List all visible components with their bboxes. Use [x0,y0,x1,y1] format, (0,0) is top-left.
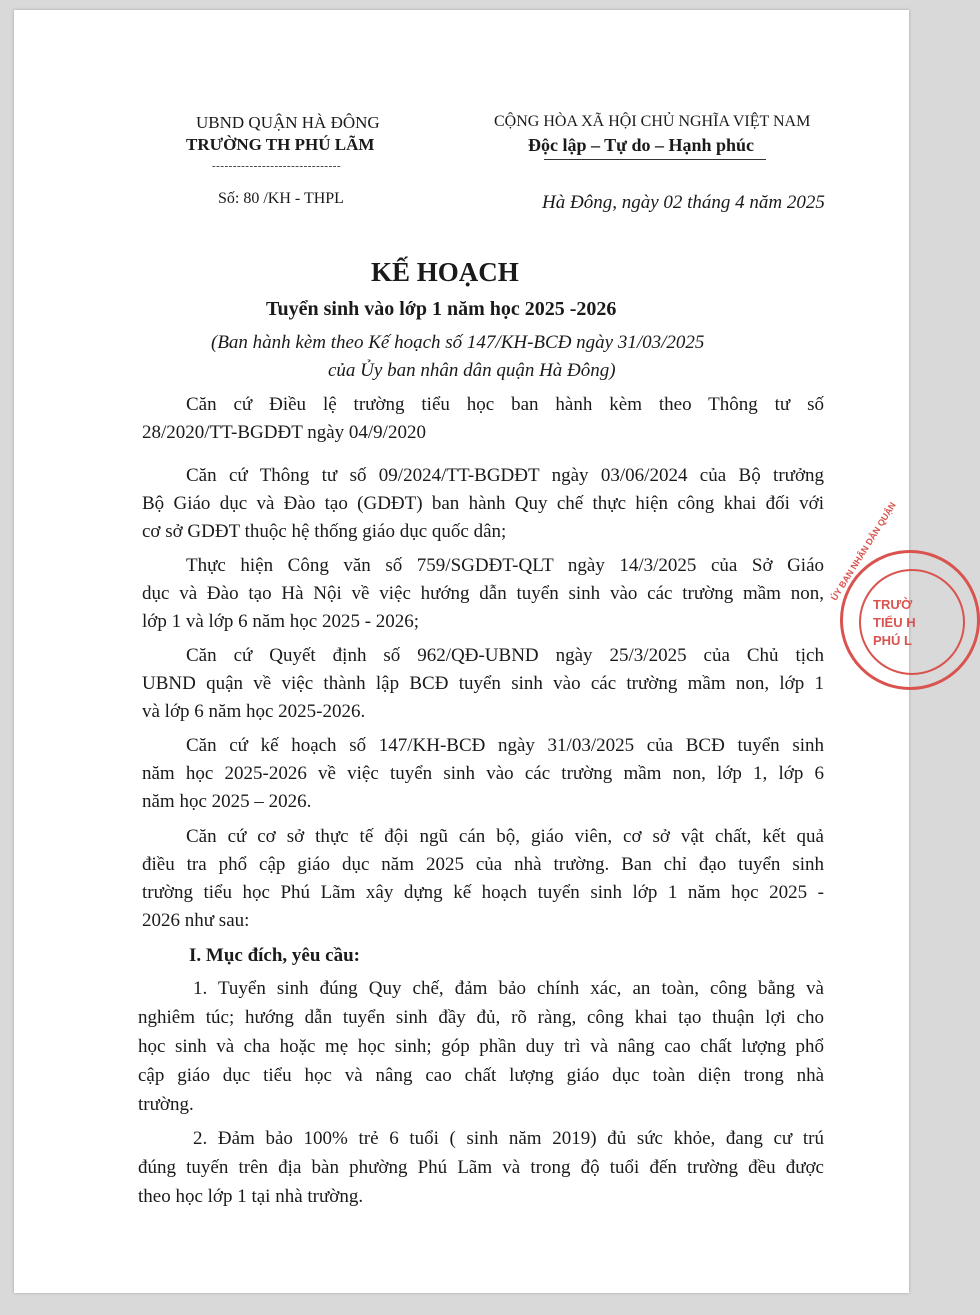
body-line: điều tra phổ cập giáo dục năm 2025 của nhà trường. Ban chỉ đạo tuyển sinh [142,854,824,875]
document-date: Hà Đông, ngày 02 tháng 4 năm 2025 [542,192,825,213]
body-line: lớp 1 và lớp 6 năm học 2025 - 2026; [142,611,420,632]
body-line: UBND quận về việc thành lập BCĐ tuyển sinh vào các trường mầm non, lớp 1 [142,673,824,694]
document-subtitle: Tuyển sinh vào lớp 1 năm học 2025 -2026 [266,298,617,320]
document-title: KẾ HOẠCH [371,257,519,287]
body-line: Căn cứ Thông tư số 09/2024/TT-BGDĐT ngày 03/06/2024 của Bộ trưởng [186,465,824,486]
body-line: năm học 2025-2026 về việc tuyển sinh vào các trường mầm non, lớp 1, lớp 6 [142,763,824,784]
document-page [14,10,916,1293]
body-line: cơ sở GDĐT thuộc hệ thống giáo dục quốc dân; [142,521,507,542]
stamp-ring-text: ỦY BAN NHÂN DÂN QUẬN [829,500,898,603]
body-line: Căn cứ Điều lệ trường tiểu học ban hành kèm theo Thông tư số [186,394,824,415]
issuer-divider: ------------------------------- [212,160,342,172]
body-line: 2026 như sau: [142,910,250,931]
body-line: 28/2020/TT-BGDĐT ngày 04/9/2020 [142,422,426,443]
body-line: Căn cứ Quyết định số 962/QĐ-UBND ngày 25/3/2025 của Chủ tịch [186,645,824,666]
body-line: đúng tuyến trên địa bàn phường Phú Lãm và trong độ tuổi đến trường đều được [138,1157,824,1178]
body-line: trường. [138,1094,194,1115]
body-line: năm học 2025 – 2026. [142,791,312,812]
body-line: nghiêm túc; hướng dẫn tuyển sinh đầy đủ, rõ ràng, công khai tạo thuận lợi cho [138,1007,824,1028]
body-line: Căn cứ kế hoạch số 147/KH-BCĐ ngày 31/03/2025 của BCĐ tuyển sinh [186,735,824,756]
body-line: Bộ Giáo dục và Đào tạo (GDĐT) ban hành Quy chế thực hiện công khai đối với [142,493,824,514]
body-line: 2. Đảm bảo 100% trẻ 6 tuổi ( sinh năm 2019) đủ sức khỏe, đang cư trú [193,1128,824,1149]
body-line: Căn cứ cơ sở thực tế đội ngũ cán bộ, giáo viên, cơ sở vật chất, kết quả [186,826,824,847]
issuer-school: TRƯỜNG TH PHÚ LÃM [186,135,375,154]
document-number: Số: 80 /KH - THPL [218,190,344,207]
body-line: học sinh và cha hoặc mẹ học sinh; góp phần duy trì và nâng cao chất lượng phổ [138,1036,824,1057]
official-stamp [829,500,980,690]
issuer-district: UBND QUẬN HÀ ĐÔNG [196,113,380,132]
title-note-line2: của Ủy ban nhân dân quận Hà Đông) [328,360,616,381]
body-line: Thực hiện Công văn số 759/SGDĐT-QLT ngày 14/3/2025 của Sở Giáo [186,555,824,576]
body-line: trường tiểu học Phú Lãm xây dựng kế hoạch tuyển sinh lớp 1 năm học 2025 - [142,882,824,903]
stamp-text-line2: TIỂU H [873,615,916,630]
body-line: cập giáo dục tiểu học và nâng cao chất lượng giáo dục toàn diện trong nhà [138,1065,824,1086]
section-heading: I. Mục đích, yêu cầu: [189,945,360,966]
motto-underline [544,159,766,160]
body-line: theo học lớp 1 tại nhà trường. [138,1186,364,1207]
national-motto: Độc lập – Tự do – Hạnh phúc [528,135,755,155]
national-title: CỘNG HÒA XÃ HỘI CHỦ NGHĨA VIỆT NAM [494,113,811,130]
title-note-line1: (Ban hành kèm theo Kế hoạch số 147/KH-BCĐ ngày 31/03/2025 [211,332,705,353]
body-line: dục và Đào tạo Hà Nội về việc hướng dẫn tuyển sinh vào các trường mầm non, [142,583,824,604]
body-line: và lớp 6 năm học 2025-2026. [142,701,366,722]
stamp-text-line1: TRƯỜ [873,597,913,612]
stamp-text-line3: PHÚ L [873,633,912,648]
body-line: 1. Tuyển sinh đúng Quy chế, đảm bảo chính xác, an toàn, công bằng và [193,978,824,999]
